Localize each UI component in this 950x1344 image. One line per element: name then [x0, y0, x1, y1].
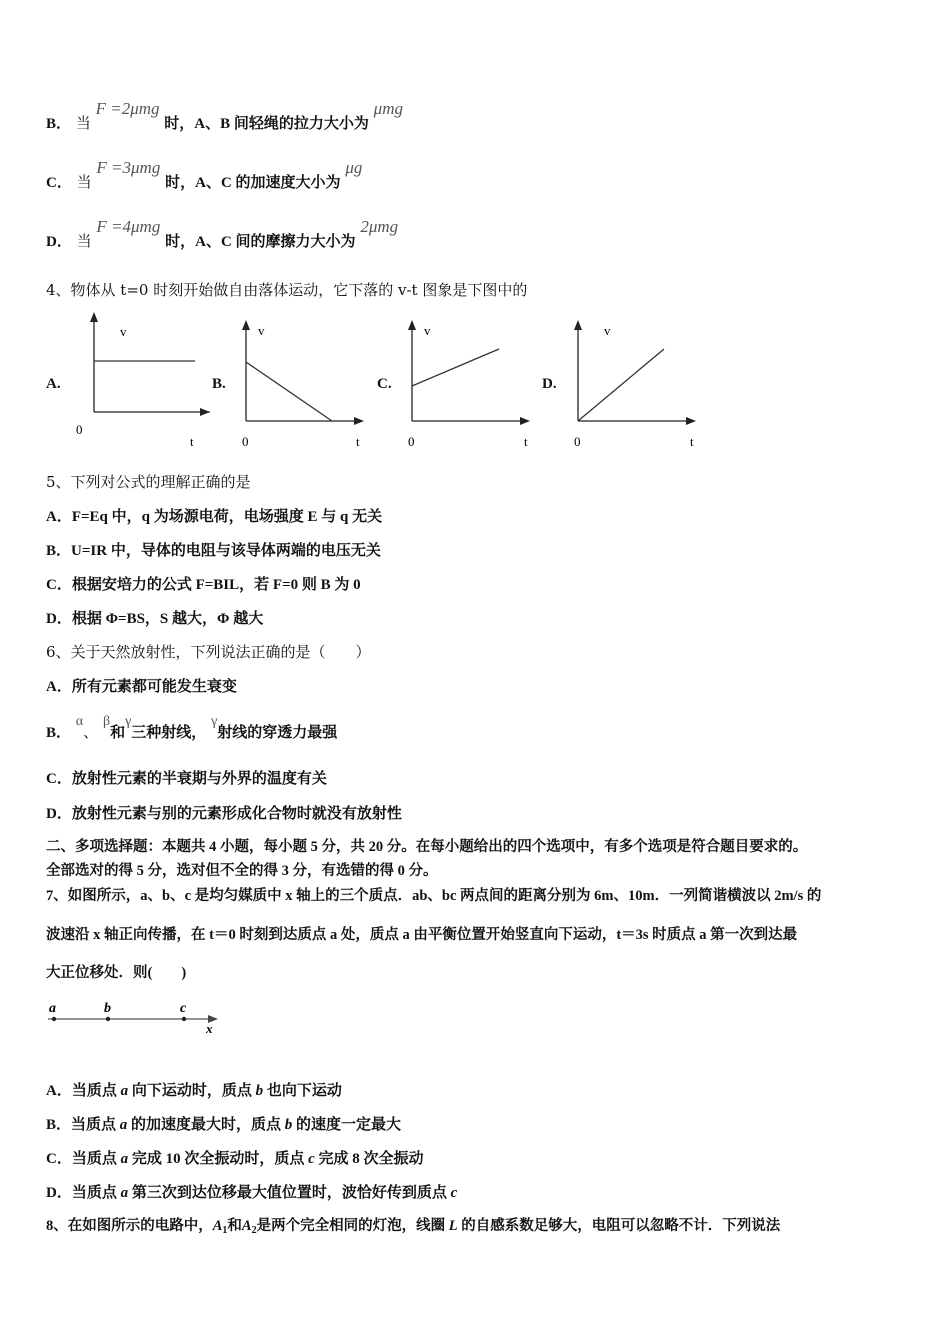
svg-text:a: a [49, 1001, 56, 1016]
vt-graph-a [70, 312, 210, 452]
gamma-symbol: γ [211, 714, 218, 729]
option-text: 根据 Φ=BS，S 越大，Φ 越大 [71, 611, 264, 627]
q5-stem: 5、下列对公式的理解正确的是 [46, 473, 251, 491]
option-label: A． [46, 1083, 72, 1099]
alpha-symbol: α [75, 714, 84, 729]
point-var: a [120, 1083, 129, 1099]
option-text: 和 [110, 725, 126, 741]
svg-text:c: c [180, 1001, 187, 1016]
q7-stem-line2: 波速沿 x 轴正向传播，在 t＝0 时刻到达质点 a 处，质点 a 由平衡位置开始竖直向下运动，t＝3s 时质点 a 第一次到达最 [46, 927, 798, 943]
q5-option-c [46, 574, 361, 595]
graph-d-label: D. [542, 376, 557, 392]
point-var: c [308, 1151, 315, 1167]
point-var: a [120, 1151, 129, 1167]
option-text: 当质点 [71, 1185, 121, 1201]
option-text: U=IR 中，导体的电阻与该导体两端的电压无关 [71, 543, 381, 559]
q8-text: 和 [227, 1218, 242, 1234]
option-text: 当 [75, 114, 91, 132]
option-text: 完成 8 次全振动 [314, 1151, 424, 1167]
q4-stem: 4、物体从 t=0 时刻开始做自由落体运动，它下落的 v-t 图象是下图中的 [46, 281, 528, 299]
option-text: 时，A、C 的加速度大小为 [165, 175, 341, 191]
svg-text:0: 0 [408, 434, 415, 449]
q7-stem-line3: 大正位移处．则( ) [46, 965, 187, 981]
option-label: C． [46, 771, 72, 787]
option-text: 三种射线， [131, 725, 207, 741]
option-text: 也向下运动 [263, 1083, 342, 1099]
option-text: 放射性元素与别的元素形成化合物时就没有放射性 [71, 806, 402, 822]
q7-option-c [46, 1148, 424, 1169]
q8-text: 是两个完全相同的灯泡，线圈 [256, 1218, 449, 1234]
subscript: 1 [222, 1225, 228, 1236]
q3-option-d [46, 217, 399, 252]
svg-text:v: v [424, 323, 431, 338]
option-text: 当质点 [71, 1083, 121, 1099]
svg-text:t: t [190, 434, 194, 449]
vt-graph-d [568, 320, 703, 450]
section2-instructions-line2: 全部选对的得 5 分，选对但不全的得 3 分，有选错的得 0 分。 [46, 863, 438, 879]
vt-graph-c [402, 320, 537, 450]
option-text: 完成 10 次全振动时，质点 [128, 1151, 309, 1167]
svg-text:v: v [604, 323, 611, 338]
subscript: 2 [251, 1225, 257, 1236]
option-text: 当 [76, 173, 92, 191]
option-text: 根据安培力的公式 F=BIL，若 F=0 则 B 为 0 [71, 577, 361, 593]
svg-text:v: v [120, 324, 127, 339]
option-text: 所有元素都可能发生衰变 [71, 679, 237, 695]
option-label: B． [46, 725, 72, 741]
option-text: 的速度一定最大 [292, 1117, 402, 1133]
option-label: C． [46, 1151, 72, 1167]
q6-option-d [46, 803, 402, 824]
point-var: b [255, 1083, 264, 1099]
option-text: 第三次到达位移最大值位置时，波恰好传到质点 [128, 1185, 451, 1201]
q5-option-d [46, 608, 263, 629]
option-text: 当质点 [71, 1117, 120, 1133]
graph-c-label: C. [377, 376, 392, 392]
formula: μg [345, 158, 363, 177]
option-label: D． [46, 1185, 72, 1201]
q3-option-c [46, 158, 363, 193]
option-label: D． [46, 234, 72, 250]
point-var: b [284, 1117, 293, 1133]
formula: F =2μmg [95, 99, 160, 118]
option-label: B． [46, 116, 72, 132]
q3-option-b [46, 99, 403, 134]
q7-option-a [46, 1080, 342, 1101]
svg-text:t: t [524, 434, 528, 449]
q8-stem [46, 1216, 780, 1241]
bulb-a2-var: A [241, 1218, 252, 1234]
option-text: 时，A、C 间的摩擦力大小为 [165, 234, 356, 250]
option-text: 放射性元素的半衰期与外界的温度有关 [71, 771, 327, 787]
gamma-symbol: γ [125, 714, 132, 729]
q7-stem-line1: 7、如图所示，a、b、c 是均匀媒质中 x 轴上的三个质点．ab、bc 两点间的距离分别为 6m、10m．一列简谐横波以 2m/s 的 [46, 888, 822, 904]
formula: μmg [373, 99, 403, 118]
option-text: F=Eq 中，q 为场源电荷，电场强度 E 与 q 无关 [71, 509, 383, 525]
formula: F =4μmg [96, 217, 161, 236]
option-text: 时，A、B 间轻绳的拉力大小为 [164, 116, 369, 132]
option-label: A． [46, 679, 72, 695]
q6-option-c [46, 768, 327, 789]
vt-graph-b [236, 320, 371, 450]
q6-stem: 6、关于天然放射性，下列说法正确的是（ ） [46, 643, 371, 661]
svg-text:x: x [206, 1021, 213, 1036]
q7-option-b [46, 1114, 401, 1135]
x-axis-figure [44, 996, 229, 1036]
section2-instructions-line1: 二、多项选择题：本题共 4 小题，每小题 5 分，共 20 分。在每小题给出的四个选项中，有多个选项是符合题目要求的。 [46, 839, 808, 855]
q8-text: 8、在如图所示的电路中， [46, 1218, 213, 1234]
svg-text:0: 0 [76, 422, 83, 437]
option-text: 当质点 [71, 1151, 121, 1167]
svg-text:0: 0 [242, 434, 249, 449]
beta-symbol: β [102, 714, 111, 729]
point-var: a [120, 1185, 129, 1201]
option-text: 的加速度最大时，质点 [127, 1117, 285, 1133]
svg-text:t: t [356, 434, 360, 449]
q5-option-b [46, 540, 381, 561]
graph-a-label: A. [46, 376, 61, 392]
option-label: D． [46, 806, 72, 822]
q7-option-d [46, 1182, 457, 1203]
point-var: a [119, 1117, 128, 1133]
option-label: D． [46, 611, 72, 627]
option-label: B． [46, 1117, 72, 1133]
graph-b-label: B. [212, 376, 226, 392]
q5-option-a [46, 506, 382, 527]
q6-option-a [46, 676, 237, 697]
separator: 、 [83, 723, 99, 741]
svg-text:b: b [104, 1001, 111, 1016]
option-label: C． [46, 577, 72, 593]
formula: F =3μmg [96, 158, 161, 177]
option-text: 射线的穿透力最强 [217, 725, 338, 741]
coil-l-var: L [448, 1218, 458, 1234]
option-text: 当 [76, 232, 92, 250]
svg-text:v: v [258, 323, 265, 338]
bulb-a1-var: A [212, 1218, 223, 1234]
formula: 2μmg [360, 217, 399, 236]
q6-option-b [46, 714, 338, 744]
option-label: B． [46, 543, 72, 559]
point-var: c [450, 1185, 458, 1201]
option-label: A． [46, 509, 72, 525]
svg-text:0: 0 [574, 434, 581, 449]
q8-text: 的自感系数足够大，电阻可以忽略不计．下列说法 [457, 1218, 781, 1234]
option-label: C． [46, 175, 72, 191]
svg-text:t: t [690, 434, 694, 449]
option-text: 向下运动时，质点 [128, 1083, 256, 1099]
